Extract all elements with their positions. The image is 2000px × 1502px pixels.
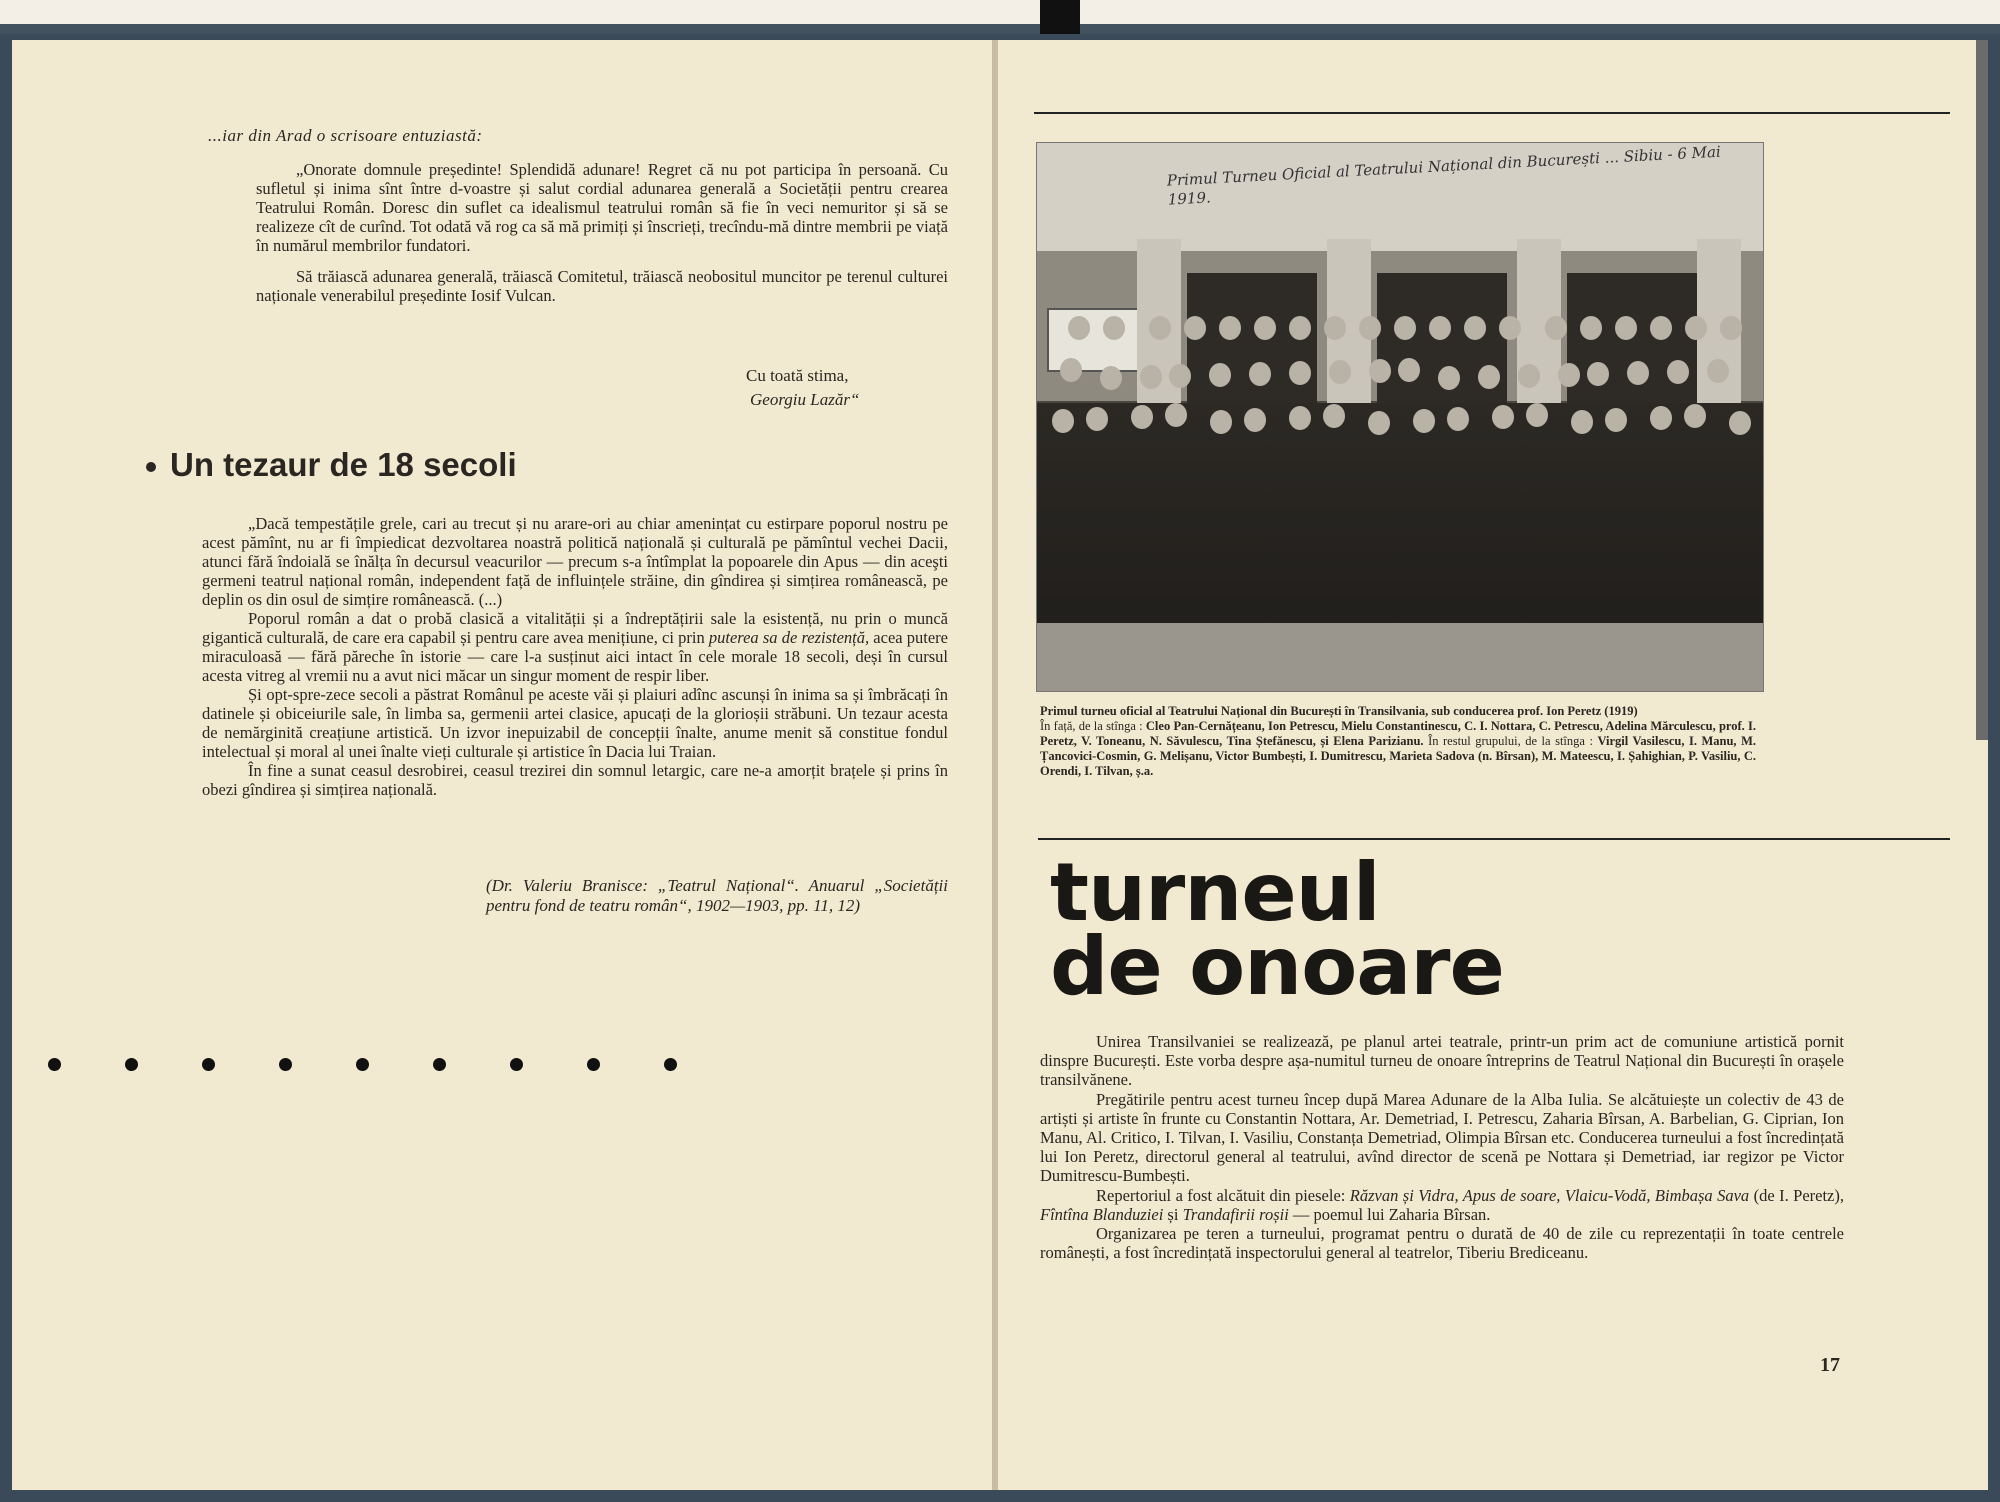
top-rule — [1034, 112, 1950, 114]
section-heading-text: Un tezaur de 18 secoli — [170, 446, 517, 483]
play-title: Trandafirii roșii — [1182, 1204, 1289, 1224]
photo-head — [1324, 316, 1346, 340]
photo-head — [1244, 408, 1266, 432]
dot-icon — [279, 1058, 292, 1071]
photo-head — [1650, 406, 1672, 430]
top-edge — [0, 0, 2000, 34]
photo-head — [1165, 403, 1187, 427]
play-titles: Răzvan și Vidra, Apus de soare, Vlaicu-Vodă, Bimbașa Sava — [1349, 1185, 1750, 1205]
photo-head — [1478, 365, 1500, 389]
photo-head — [1571, 410, 1593, 434]
photo-head — [1103, 316, 1125, 340]
citation: (Dr. Valeriu Branisce: „Teatrul Național“. Anuarul „Societății pentru fond de teatru român“, 1902—1903, pp. 11, 12) — [486, 876, 948, 915]
bullet-icon — [146, 462, 156, 472]
photo-head — [1615, 316, 1637, 340]
photo-head — [1100, 366, 1122, 390]
photo-head — [1707, 359, 1729, 383]
photo-head — [1438, 366, 1460, 390]
paragraph: Unirea Transilvaniei se realizează, pe planul artei teatrale, printr-un prim act de comuniune artistică pornit dinspre București. Este vorba despre așa-numitul turneu de onoare întreprins de Teatrul Național din București în orașele transilvănene. — [1040, 1032, 1844, 1090]
paragraph: Organizarea pe teren a turneului, programat pentru o durată de 40 de zile cu reprezentații în toate centrele românești, a fost încredințată inspectorului general al teatrelor, Tiberiu Brediceanu. — [1040, 1224, 1844, 1263]
photo-head — [1605, 408, 1627, 432]
article-title — [1050, 846, 1504, 1013]
paragraph-text: acea putere miraculoasă — fără păreche în istorie — care l-a susținut aici intact în cele morale 18 secoli, deși în cursul acesta vitreg al vremii nu a avut nici măcar un singur moment de respir liber. — [202, 628, 948, 685]
dot-icon — [587, 1058, 600, 1071]
photo-head — [1219, 316, 1241, 340]
caption-names: Virgil Vasilescu, I. Manu, M. Țancovici-Cosmin, G. Melișanu, Victor Bumbești, I. Dumitrescu, Marieta Sadova (n. Bîrsan), M. Mateescu, I. Șahighian, P. Vasiliu, C. Orendi, I. Tilvan, ș.a. — [1040, 734, 1756, 778]
photo-head — [1060, 358, 1082, 382]
photo-head — [1068, 316, 1090, 340]
paragraph-text: (de I. Peretz), — [1749, 1185, 1844, 1205]
photo-head — [1289, 316, 1311, 340]
section-heading — [146, 446, 517, 484]
article-body-right — [1040, 1032, 1844, 1262]
caption-label: În față, de la stînga : — [1040, 719, 1146, 733]
photo-head — [1086, 407, 1108, 431]
photo-head — [1398, 358, 1420, 382]
photo-inscription: Primul Turneu Oficial al Teatrului Național din București ... Sibiu - 6 Mai 1919. — [1166, 142, 1722, 209]
photo-head — [1249, 362, 1271, 386]
photo-head — [1729, 411, 1751, 435]
photo-head — [1499, 316, 1521, 340]
dot-icon — [48, 1058, 61, 1071]
photo-head — [1526, 403, 1548, 427]
photo-head — [1052, 409, 1074, 433]
spine-mark — [1040, 0, 1080, 34]
photo-head — [1209, 363, 1231, 387]
dot-icon — [664, 1058, 677, 1071]
group-photo — [1036, 142, 1764, 692]
signoff-line: Cu toată stima, — [746, 366, 849, 385]
photo-head — [1492, 405, 1514, 429]
photo-head — [1587, 362, 1609, 386]
page-edge-right — [1976, 40, 1988, 740]
photo-head — [1667, 360, 1689, 384]
photo-head — [1289, 406, 1311, 430]
paragraph: Pregătirile pentru acest turneu încep după Marea Adunare de la Alba Iulia. Se alcătuiește un colectiv de 43 de artiști și artiste în frunte cu Constantin Nottara, Ar. Demetriad, I. Petrescu, Zaharia Bîrsan, A. Barbelian, G. Ciprian, Ion Manu, Al. Critico, I. Tilvan, I. Vasiliu, Constanța Demetriad, Olimpia Bîrsan etc. Conducerea turneului a fost încredințată lui Ion Peretz, directorul general al teatrului, avînd director de scenă pe Nottara și Demetriad, iar regizor pe Victor Dumitrescu-Bumbești. — [1040, 1089, 1844, 1186]
caption-label: În restul grupului, de la stînga : — [1423, 734, 1598, 748]
paragraph — [202, 609, 948, 685]
photo-head — [1359, 316, 1381, 340]
photo-head — [1685, 316, 1707, 340]
dot-icon — [433, 1058, 446, 1071]
dot-icon — [202, 1058, 215, 1071]
paragraph-text: și — [1163, 1204, 1183, 1224]
letter-paragraph: Să trăiască adunarea generală, trăiască Comitetul, trăiască neobositul muncitor pe terenul culturei naționale venerabilul președinte Iosif Vulcan. — [256, 267, 948, 305]
dot-icon — [510, 1058, 523, 1071]
paragraph-text: — poemul lui Zaharia Bîrsan. — [1288, 1204, 1491, 1224]
photo-head — [1518, 364, 1540, 388]
photo-head — [1210, 410, 1232, 434]
play-title: Fîntîna Blanduziei — [1040, 1204, 1164, 1224]
title-line: turneul — [1050, 846, 1380, 939]
photo-head — [1131, 405, 1153, 429]
title-line: de onoare — [1050, 920, 1504, 1013]
photo-head — [1650, 316, 1672, 340]
photo-head — [1184, 316, 1206, 340]
photo-head — [1254, 316, 1276, 340]
photo-head — [1329, 360, 1351, 384]
dot-icon — [356, 1058, 369, 1071]
paragraph: „Dacă tempestățile grele, cari au trecut și nu arare-ori au chiar amenințat cu estirpare poporul nostru pe acest pămînt, nu ar fi împiedicat dezvoltarea noastră politică națională și culturală pe pămîntul vechei Dacii, atunci fără îndoială se înălța în decursul veacurilor — precum s-a întîmplat la popoarele din Apus — din aceşti germeni teatrul național român, independent față de influințele străine, din gîndirea și simțirea românească, pe deplin os din osul de simțire românească. (...) — [202, 514, 948, 609]
paragraph — [1040, 1186, 1844, 1224]
photo-head — [1149, 316, 1171, 340]
photo-head — [1140, 365, 1162, 389]
paragraph: În fine a sunat ceasul desrobirei, ceasul trezirei din somnul letargic, care ne-a amorțit brațele și prins în obezi gîndirea și simțirea națională. — [202, 761, 948, 799]
photo-head — [1627, 361, 1649, 385]
photo-head — [1429, 316, 1451, 340]
intro-line: ...iar din Arad o scrisoare entuziastă: — [208, 126, 483, 145]
photo-head — [1464, 316, 1486, 340]
caption-title: Primul turneu oficial al Teatrului Național din București în Transilvania, sub conducerea prof. Ion Peretz (1919) — [1040, 704, 1638, 718]
paragraph: Și opt-spre-zece secoli a păstrat Românul pe aceste văi și plaiuri adînc ascunși în inima sa și îmbrăcați în datinele și obiceiurile sale, în limba sa, germenii artei clasice, apucați de la glorioșii străbuni. Un tezaur acesta de nemărginită creațiune artistică. Un izvor inepuizabil de concepții înalte, anume menit să constitue fondul intelectual și moral al unei înalte vieți culturale și artistice în Dacia lui Traian. — [202, 685, 948, 761]
mid-rule — [1038, 838, 1950, 840]
photo-caption — [1040, 704, 1756, 779]
caption-names: Cleo Pan-Cernățeanu, Ion Petrescu, Mielu Constantinescu, C. I. Nottara, C. Petrescu, Adelina Mărculescu, prof. I. Peretz, V. Toneanu, N. Săvulescu, Tina Ștefănescu, și Elena Parizianu. — [1040, 719, 1757, 748]
signoff-name: Georgiu Lazăr“ — [750, 390, 860, 409]
paragraph-text: Repertoriul a fost alcătuit din piesele: — [1096, 1185, 1350, 1205]
letter-paragraph: „Onorate domnule președinte! Splendidă adunare! Regret că nu pot participa în persoană. Cu sufletul și inima sînt între d-voastre și salut cordial adunarea generală a Societății pentru crearea Teatrului Român. Doresc din suflet ca idealismul teatrului român să fie în veci nemuritor și să se realizeze cît de curînd. Tot odată vă rog ca să mă primiți și înscrieți, trecîndu-mă dintre membrii pe viață în numărul membrilor fundatori. — [256, 160, 948, 255]
photo-head — [1368, 411, 1390, 435]
page-number: 17 — [1820, 1354, 1840, 1376]
photo-ground — [1037, 623, 1763, 691]
photo-head — [1169, 364, 1191, 388]
photo-head — [1558, 363, 1580, 387]
decorative-dots — [48, 1058, 688, 1078]
photo-head — [1413, 409, 1435, 433]
photo-head — [1323, 404, 1345, 428]
dot-icon — [125, 1058, 138, 1071]
photo-head — [1580, 316, 1602, 340]
photo-head — [1447, 407, 1469, 431]
emphasis-text: puterea sa de rezistență, — [708, 628, 870, 647]
photo-head — [1545, 316, 1567, 340]
photo-head — [1684, 404, 1706, 428]
binding-strip — [0, 24, 2000, 34]
letter-text — [256, 160, 948, 317]
photo-head — [1394, 316, 1416, 340]
photo-head — [1369, 359, 1391, 383]
article-body-left — [202, 514, 948, 799]
paragraph-text: Poporul român a dat o probă clasică a vitalității și a îndreptățirii sale la esistență, nu prin o muncă gigantică culturală, de care era capabil și pentru care avea menițiune, ci prin — [202, 609, 948, 647]
photo-head — [1720, 316, 1742, 340]
letter-signoff — [746, 364, 859, 412]
photo-head — [1289, 361, 1311, 385]
